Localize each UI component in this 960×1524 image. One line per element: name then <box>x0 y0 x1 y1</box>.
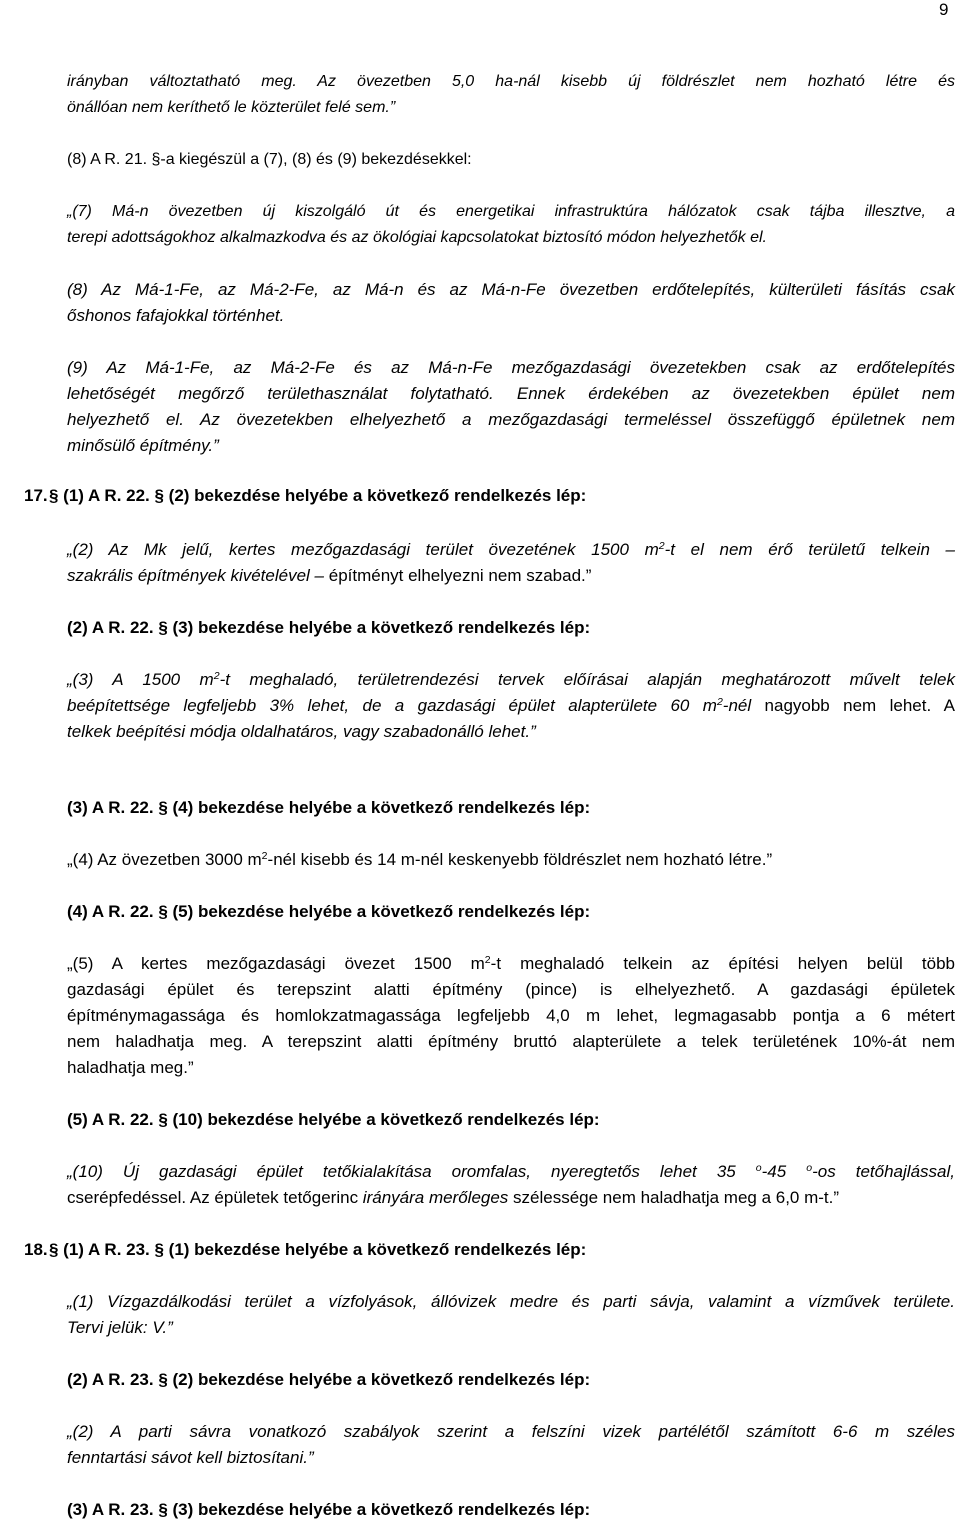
text-segment: „(5) A kertes mezőgazdasági övezet 1500 m <box>67 954 485 973</box>
amendment-instruction: (8) A R. 21. §-a kiegészül a (7), (8) és (9) bekezdésekkel: <box>67 151 472 168</box>
quote-line: önállóan nem keríthető le közterület felé sem.” <box>67 99 396 116</box>
quote-line: „(7) Má-n övezetben új kiszolgáló út és energetikai infrastruktúra hálózatok csak tájba illesztve, a <box>67 203 955 220</box>
quote-line: haladhatja meg.” <box>67 1058 194 1077</box>
quote-line <box>67 847 955 873</box>
quote-line <box>67 537 955 563</box>
quote-line: telkek beépítési módja oldalhatáros, vagy szabadonálló lehet.” <box>67 722 536 741</box>
superscript: 2 <box>658 540 665 553</box>
text-segment: „(10) Új gazdasági épület tetőkialakítása oromfalas, nyeregtetős lehet 35 <box>67 1162 756 1181</box>
quote-line <box>67 693 955 719</box>
amendment-instruction: (5) A R. 22. § (10) bekezdése helyébe a következő rendelkezés lép: <box>67 1110 600 1129</box>
page-number: 9 <box>939 0 949 19</box>
quote-line: Tervi jelük: V.” <box>67 1318 173 1337</box>
superscript: 2 <box>213 670 220 683</box>
amendment-instruction: (3) A R. 22. § (4) bekezdése helyébe a következő rendelkezés lép: <box>67 798 591 817</box>
quote-line <box>67 1185 955 1211</box>
superscript: 2 <box>261 850 268 863</box>
amendment-instruction: (4) A R. 22. § (5) bekezdése helyébe a következő rendelkezés lép: <box>67 902 591 921</box>
superscript: 2 <box>484 954 491 967</box>
amendment-instruction: (3) A R. 23. § (3) bekezdése helyébe a következő rendelkezés lép: <box>67 1500 591 1519</box>
degree-superscript: o <box>755 1162 762 1175</box>
text-segment: -t meghaladó, területrendezési tervek előírásai alapján meghatározott művelt telek <box>219 670 955 689</box>
text-segment: építményt elhelyezni nem szabad.” <box>328 566 592 585</box>
text-segment: „(4) Az övezetben 3000 m <box>67 850 262 869</box>
quote-line <box>67 667 955 693</box>
quote-line: őshonos fafajokkal történhet. <box>67 306 285 325</box>
quote-line <box>67 563 955 589</box>
text-segment: szakrális építmények kivételével – <box>67 566 329 585</box>
quote-line: irányban változtatható meg. Az övezetben 5,0 ha-nál kisebb új földrészlet nem hozható létre és <box>67 73 955 90</box>
section-number: 17. <box>24 486 48 505</box>
amendment-instruction: (2) A R. 23. § (2) bekezdése helyébe a következő rendelkezés lép: <box>67 1370 591 1389</box>
text-segment: -t el nem érő területű telkein – <box>664 540 955 559</box>
amendment-instruction: § (1) A R. 22. § (2) bekezdése helyébe a következő rendelkezés lép: <box>49 486 587 505</box>
text-segment: beépítettsége legfeljebb 3% lehet, de a gazdasági épület alapterülete 60 m <box>67 696 717 715</box>
quote-line: (8) Az Má-1-Fe, az Má-2-Fe, az Má-n és az Má-n-Fe övezetben erdőtelepítés, külterületi fásítás csak <box>67 280 955 299</box>
text-segment: -45 <box>761 1162 807 1181</box>
quote-line: fenntartási sávot kell biztosítani.” <box>67 1448 314 1467</box>
quote-line: terepi adottságokhoz alkalmazkodva és az ökológiai kapcsolatokat biztosító módon helyezhetők el. <box>67 229 767 246</box>
text-segment: szélessége nem haladhatja meg a 6,0 m-t.” <box>508 1188 840 1207</box>
text-segment: irányára merőleges <box>362 1188 509 1207</box>
amendment-instruction: (2) A R. 22. § (3) bekezdése helyébe a következő rendelkezés lép: <box>67 618 591 637</box>
text-segment: -nél <box>722 696 765 715</box>
section-number: 18. <box>24 1240 48 1259</box>
quote-line: gazdasági épület és terepszint alatti építmény (pince) is elhelyezhető. A gazdasági épületek <box>67 980 955 999</box>
quote-line: „(2) A parti sávra vonatkozó szabályok szerint a felszíni vizek partélétől számított 6-6 m széles <box>67 1422 955 1441</box>
text-segment: „(2) Az Mk jelű, kertes mezőgazdasági terület övezetének 1500 m <box>67 540 659 559</box>
quote-line: nem haladhatja meg. A terepszint alatti építmény bruttó alapterülete a telek területének 10%-át nem <box>67 1032 955 1051</box>
text-segment: nagyobb nem lehet. A <box>764 696 955 715</box>
quote-line: minősülő építmény.” <box>67 436 219 455</box>
quote-line: lehetőségét megőrző területhasználat folytatható. Ennek érdekében az övezetekben épület nem <box>67 384 955 403</box>
quote-line: építménymagassága és homlokzatmagassága legfeljebb 4,0 m lehet, legmagasabb pontja a 6 métert <box>67 1006 955 1025</box>
text-segment: cserépfedéssel. Az épületek tetőgerinc <box>67 1188 363 1207</box>
quote-line: helyezhető el. Az övezetekben elhelyezhető a mezőgazdasági termeléssel összefüggő épületnek nem <box>67 410 955 429</box>
text-segment: „(3) A 1500 m <box>67 670 214 689</box>
quote-line: (9) Az Má-1-Fe, az Má-2-Fe és az Má-n-Fe mezőgazdasági övezetekben csak az erdőtelepítés <box>67 358 955 377</box>
superscript: 2 <box>716 696 723 709</box>
quote-line: „(1) Vízgazdálkodási terület a vízfolyások, állóvizek medre és parti sávja, valamint a vízművek területe. <box>67 1292 955 1311</box>
text-segment: -t meghaladó telkein az építési helyen belül több <box>490 954 955 973</box>
text-segment: -os tetőhajlással, <box>812 1162 955 1181</box>
quote-line <box>67 1159 955 1185</box>
quote-line <box>67 951 955 977</box>
text-segment: -nél kisebb és 14 m-nél keskenyebb földrészlet nem hozható létre.” <box>267 850 773 869</box>
degree-superscript: o <box>806 1162 813 1175</box>
amendment-instruction: § (1) A R. 23. § (1) bekezdése helyébe a következő rendelkezés lép: <box>49 1240 587 1259</box>
